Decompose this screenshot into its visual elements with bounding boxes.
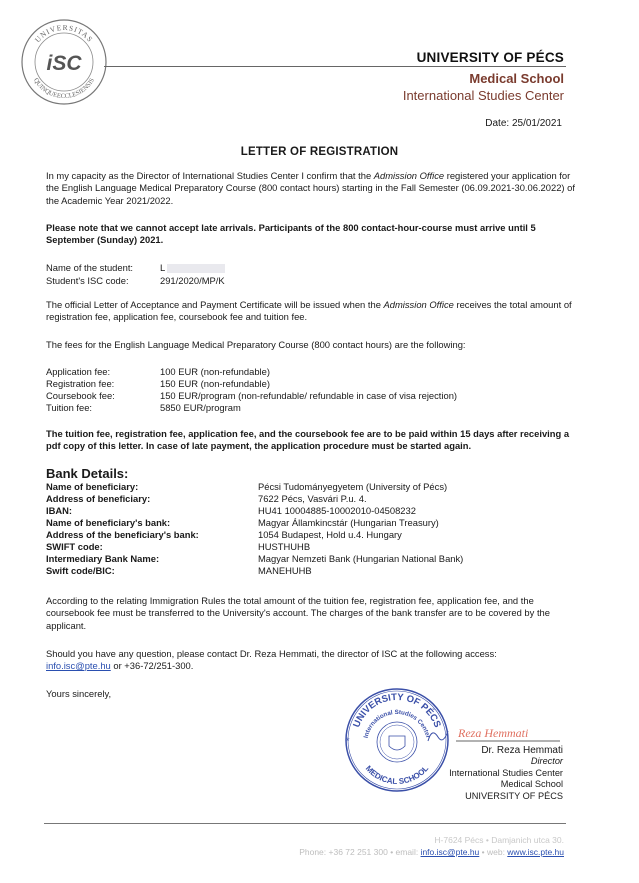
- university-name: UNIVERSITY OF PÉCS: [416, 50, 564, 65]
- bank-row-value: Magyar Nemzeti Bank (Hungarian National Bank): [258, 553, 464, 564]
- footer-rule: [44, 823, 566, 824]
- bank-row-label: Intermediary Bank Name:: [46, 553, 160, 564]
- student-name-label: Name of the student:: [46, 262, 134, 273]
- signer-center: International Studies Center: [449, 767, 563, 778]
- fee-label: Tuition fee:: [46, 402, 93, 413]
- closing: Yours sincerely,: [46, 688, 112, 699]
- fee-label: Application fee:: [46, 366, 111, 377]
- intro-paragraph: In my capacity as the Director of International Studies Center I confirm that the Admission Office registered your application for the English Language Medical Preparatory Course (800 contact hours) starting in the Fall Semester (06.09.2021-30.06.2022) of the Academic Year 2021/2022.: [46, 170, 575, 206]
- signer-role: Director: [530, 756, 563, 767]
- bank-row-value: MANEHUHB: [258, 565, 312, 576]
- header-rule: [104, 66, 566, 67]
- payment-notice: The tuition fee, registration fee, application fee, and the coursebook fee are to be paid within 15 days after receiving a pdf copy of this letter. In case of late payment, the application procedure must be started again.: [46, 428, 570, 452]
- svg-text:*: *: [346, 736, 350, 746]
- acceptance-paragraph: The official Letter of Acceptance and Payment Certificate will be issued when the Admission Office receives the total amount of registration fee, application fee, coursebook fee and tuition fee.: [46, 299, 572, 323]
- late-arrival-notice: Please note that we cannot accept late arrivals. Participants of the 800 contact-hour-course must arrive until 5 September (Sunday) 2021.: [46, 222, 536, 246]
- bank-row-value: 1054 Budapest, Hold u.4. Hungary: [258, 529, 402, 540]
- seal-logo-text: iSC: [46, 52, 82, 75]
- footer-email-link[interactable]: info.isc@pte.hu: [420, 847, 480, 857]
- stamp-bottom-text: MEDICAL SCHOOL: [363, 763, 431, 787]
- center-name: International Studies Center: [402, 88, 564, 103]
- immigration-paragraph: According to the relating Immigration Rules the total amount of the tuition fee, registration fee, application fee, and the coursebook fee must be transferred to the University's account. The charges of the bank transfer are to be covered by the applicant.: [46, 595, 550, 631]
- fee-value: 150 EUR/program (non-refundable/ refundable in case of visa rejection): [160, 390, 458, 401]
- student-isc-label: Student's ISC code:: [46, 275, 129, 286]
- stamp-top-text: UNIVERSITY OF PÉCS: [351, 691, 443, 730]
- bank-row-label: Name of beneficiary's bank:: [46, 517, 171, 528]
- signer-school: Medical School: [500, 779, 563, 790]
- stamp-middle-text: International Studies Center: [362, 708, 432, 739]
- bank-row-value: Pécsi Tudományegyetem (University of Pécs): [258, 481, 448, 492]
- fee-label: Registration fee:: [46, 378, 115, 389]
- footer-address: H-7624 Pécs • Damjanich utca 30.: [434, 835, 564, 845]
- letter-date: Date: 25/01/2021: [485, 118, 562, 129]
- bank-row-value: Magyar Államkincstár (Hungarian Treasury): [258, 517, 439, 528]
- bank-row-value: 7622 Pécs, Vasvári P.u. 4.: [258, 493, 367, 504]
- bank-row-value: HUSTHUHB: [258, 541, 311, 552]
- fees-intro: The fees for the English Language Medical Preparatory Course (800 contact hours) are the following:: [46, 339, 466, 350]
- svg-text:Reza Hemmati: Reza Hemmati: [458, 726, 529, 740]
- bank-row-label: Address of beneficiary:: [46, 493, 151, 504]
- student-isc-value: 291/2020/MP/K: [160, 275, 225, 286]
- bank-row-label: Name of beneficiary:: [46, 481, 139, 492]
- footer-web-link[interactable]: www.isc.pte.hu: [507, 847, 564, 857]
- seal-top-text: UNIVERSITAS: [32, 22, 96, 45]
- bank-row-label: SWIFT code:: [46, 541, 103, 552]
- footer-contacts: Phone: +36 72 251 300 • email: info.isc@pte.hu • web: www.isc.pte.hu: [299, 847, 564, 857]
- redaction-block: [167, 264, 225, 273]
- contact-paragraph: Should you have any question, please contact Dr. Reza Hemmati, the director of ISC at the following access: info.isc@pte.hu or +36-72/251-300.: [46, 648, 497, 672]
- bank-row-label: Swift code/BIC:: [46, 565, 115, 576]
- fee-value: 100 EUR (non-refundable): [160, 366, 270, 377]
- university-seal-icon: [20, 18, 108, 106]
- contact-email-link[interactable]: info.isc@pte.hu: [46, 660, 111, 672]
- letter-title: LETTER OF REGISTRATION: [240, 146, 399, 158]
- fee-value: 5850 EUR/program: [160, 402, 241, 413]
- school-name: Medical School: [469, 71, 564, 86]
- svg-text:MEDICAL SCHOOL: [364, 764, 430, 786]
- bank-row-label: Address of the beneficiary's bank:: [46, 529, 199, 540]
- fee-value: 150 EUR (non-refundable): [160, 378, 270, 389]
- bank-details-heading: Bank Details:: [46, 466, 129, 481]
- signer-block: [449, 745, 563, 802]
- signer-university: UNIVERSITY OF PÉCS: [465, 790, 563, 801]
- fee-label: Coursebook fee:: [46, 390, 115, 401]
- bank-row-label: IBAN:: [46, 505, 73, 516]
- bank-row-value: HU41 10004885-10002010-04508232: [258, 505, 416, 516]
- handwritten-signature: [420, 721, 570, 747]
- seal-bottom-text: QUINQUEECCLESIENSIS: [32, 77, 96, 101]
- signer-name: Dr. Reza Hemmati: [481, 745, 563, 756]
- student-name-value: L: [160, 262, 225, 274]
